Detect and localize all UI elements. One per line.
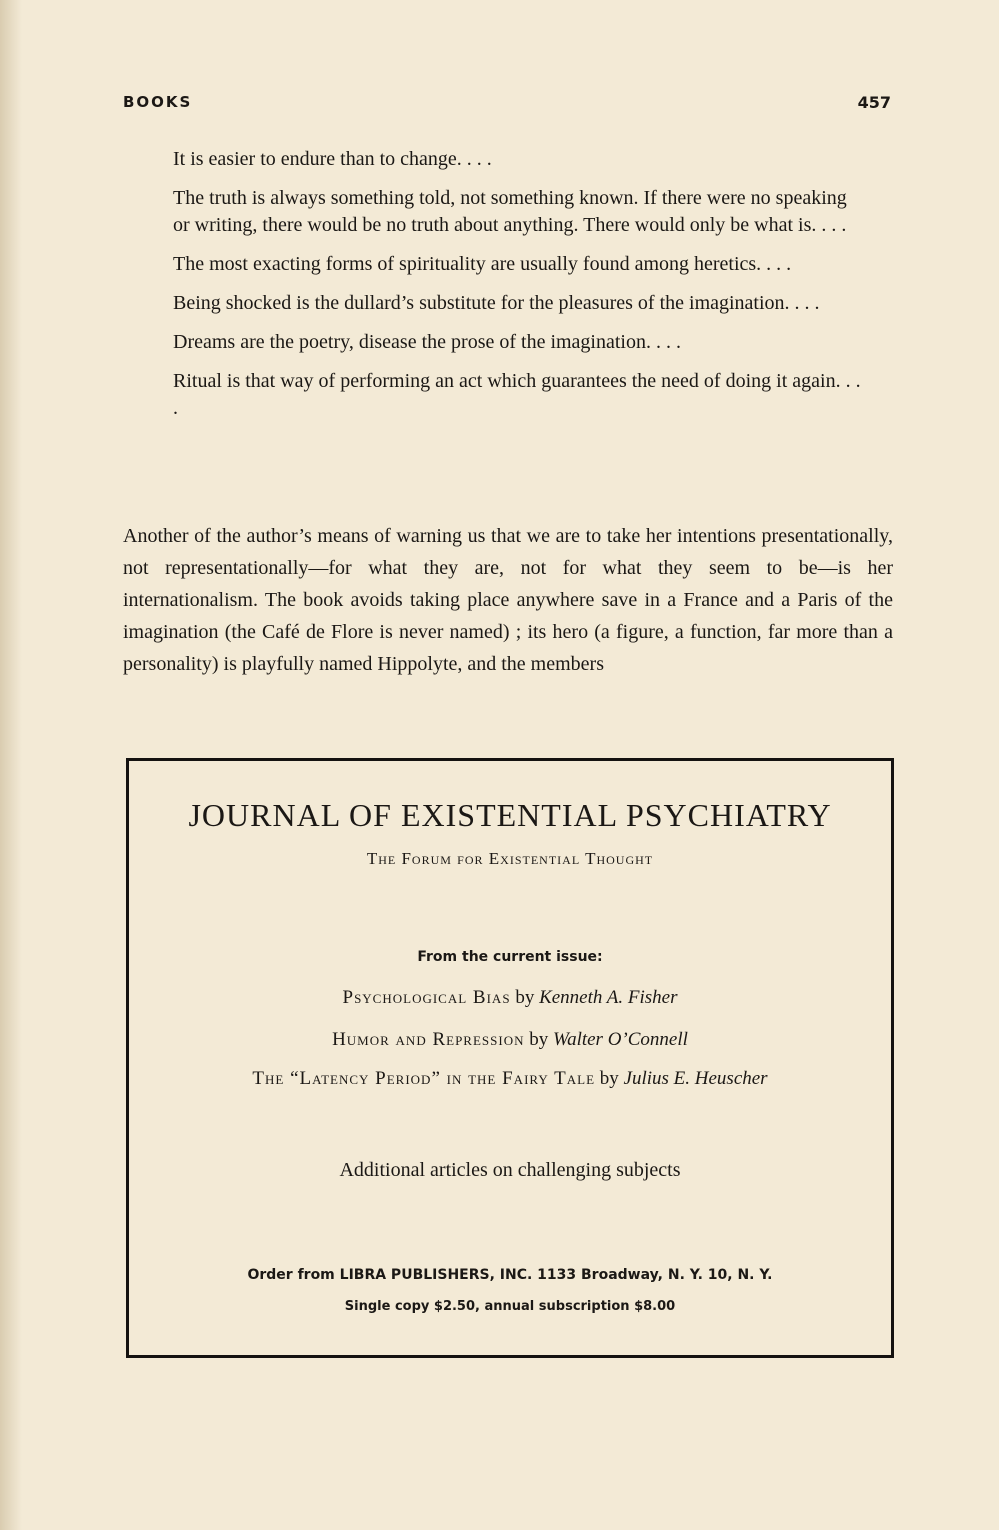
article-by: by bbox=[515, 987, 535, 1008]
ad-subtitle: The Forum for Existential Thought bbox=[366, 849, 654, 868]
article-listing bbox=[129, 1068, 891, 1090]
aphorism: Being shocked is the dullard’s substitute for the pleasures of the imagination. . . . bbox=[173, 292, 820, 314]
additional-articles-note: Additional articles on challenging subjects bbox=[339, 1159, 681, 1181]
price-info: Single copy $2.50, annual subscription $8.00 bbox=[344, 1299, 676, 1314]
article-listing bbox=[129, 1029, 891, 1051]
body-paragraph: Another of the author’s means of warning us that we are to take her intentions presentationally, not representationally—for what they are, not for what they seem to be—is her internationalism. The book avoids taking place anywhere save in a France and a Paris of the imagination (the Café de Flore is never named) ; its hero (a figure, a function, far more than a personality) is playfully named Hippolyte, and the members bbox=[123, 525, 893, 675]
article-title: Humor and Repression bbox=[332, 1029, 525, 1050]
journal-advertisement bbox=[126, 758, 894, 1358]
aphorism: The most exacting forms of spirituality are usually found among heretics. . . . bbox=[173, 253, 792, 275]
article-by: by bbox=[599, 1068, 619, 1089]
article-author: Julius E. Heuscher bbox=[623, 1068, 768, 1089]
binding-shadow bbox=[0, 0, 22, 1530]
article-by: by bbox=[529, 1029, 549, 1050]
aphorism: The truth is always something told, not something known. If there were no speaking or writing, there would be no truth about anything. There would only be what is. . . . bbox=[173, 187, 847, 236]
article-title: Psychological Bias bbox=[342, 987, 511, 1008]
aphorism: Ritual is that way of performing an act which guarantees the need of doing it again. . . . bbox=[173, 370, 861, 419]
article-author: Walter O’Connell bbox=[552, 1029, 688, 1050]
page-number: 457 bbox=[857, 93, 891, 112]
article-listing bbox=[129, 987, 891, 1009]
aphorism: It is easier to endure than to change. . . . bbox=[173, 148, 492, 170]
article-author: Kenneth A. Fisher bbox=[539, 987, 678, 1008]
article-title: The “Latency Period” in the Fairy Tale bbox=[252, 1068, 596, 1089]
current-issue-label: From the current issue: bbox=[417, 949, 603, 965]
aphorism: Dreams are the poetry, disease the prose of the imagination. . . . bbox=[173, 331, 681, 353]
order-info: Order from LIBRA PUBLISHERS, INC. 1133 Broadway, N. Y. 10, N. Y. bbox=[247, 1267, 773, 1283]
aphorism-list bbox=[173, 146, 863, 434]
section-title: BOOKS bbox=[123, 93, 193, 111]
ad-title: JOURNAL OF EXISTENTIAL PSYCHIATRY bbox=[188, 797, 832, 833]
